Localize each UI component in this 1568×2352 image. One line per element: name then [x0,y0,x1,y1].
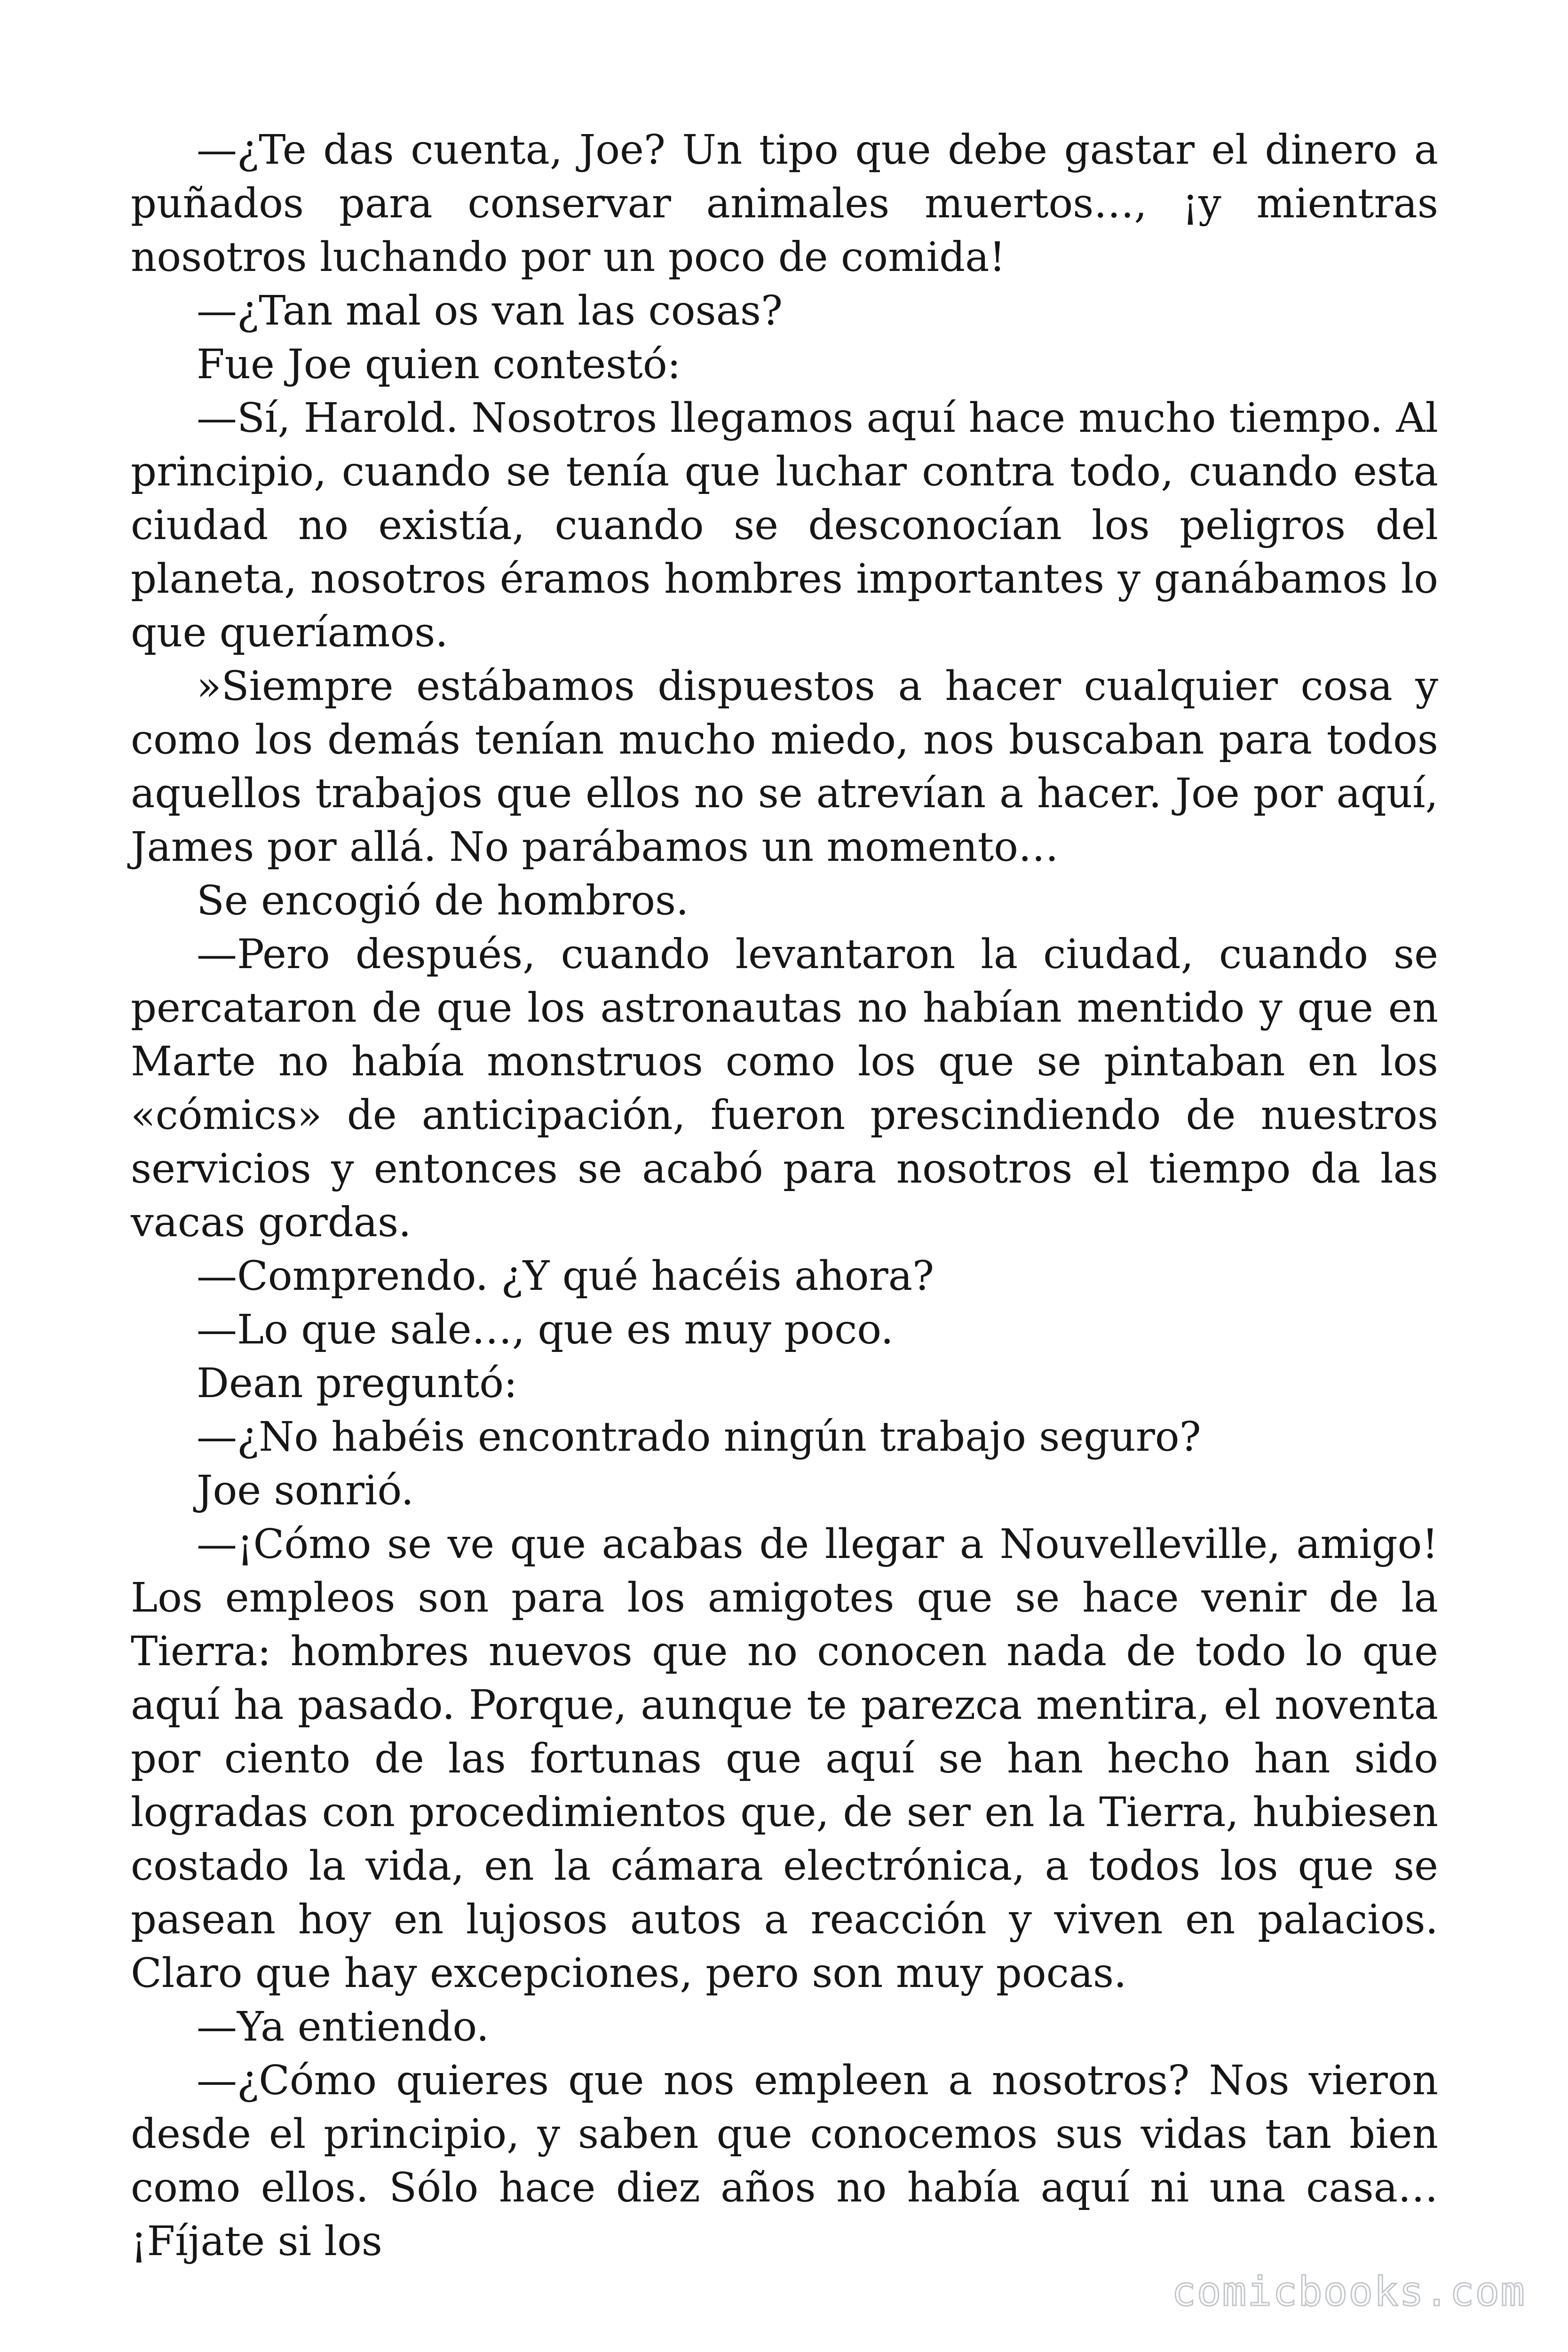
page-text-block [131,123,1438,2268]
paragraph: —Ya entiendo. [197,2003,489,2050]
paragraph: —Sí, Harold. Nosotros llegamos aquí hace mucho tiempo. Al principio, cuando se tenía que luchar contra todo, cuando esta ciudad no existía, cuando se desconocían los peligros del planeta, nosotros éramos hombres importantes y ganábamos lo que queríamos. [131,395,1438,656]
paragraph: —¿Tan mal os van las cosas? [197,287,783,334]
paragraph: »Siempre estábamos dispuestos a hacer cualquier cosa y como los demás tenían mucho miedo, nos buscaban para todos aquellos trabajos que ellos no se atrevían a hacer. Joe por aquí, James por allá. No parábamos un momento… [131,663,1438,871]
paragraph: —¿Te das cuenta, Joe? Un tipo que debe gastar el dinero a puñados para conservar animales muertos…, ¡y mientras nosotros luchando por un poco de comida! [131,127,1438,281]
paragraph: Joe sonrió. [197,1467,414,1514]
site-watermark: comicbooks.com [1172,2268,1526,2315]
paragraph: —¿No habéis encontrado ningún trabajo seguro? [197,1414,1201,1461]
paragraph: —Comprendo. ¿Y qué hacéis ahora? [197,1253,934,1300]
paragraph: Se encogió de hombros. [197,877,689,924]
paragraph: Fue Joe quien contestó: [197,341,681,388]
paragraph: —Pero después, cuando levantaron la ciudad, cuando se percataron de que los astronautas no habían mentido y que en Marte no había monstruos como los que se pintaban en los «cómics» de anticipación, fueron prescindiendo de nuestros servicios y entonces se acabó para nosotros el tiempo da las vacas gordas. [131,931,1438,1246]
paragraph: —¡Cómo se ve que acabas de llegar a Nouvelleville, amigo! Los empleos son para los amigotes que se hace venir de la Tierra: hombres nuevos que no conocen nada de todo lo que aquí ha pasado. Porque, aunque te parezca mentira, el noventa por ciento de las fortunas que aquí se han hecho han sido logradas con procedimientos que, de ser en la Tierra, hubiesen costado la vida, en la cámara electrónica, a todos los que se pasean hoy en lujosos autos a reacción y viven en palacios. Claro que hay excepciones, pero son muy pocas. [131,1521,1438,1997]
paragraph: —¿Cómo quieres que nos empleen a nosotros? Nos vieron desde el principio, y saben que conocemos sus vidas tan bien como ellos. Sólo hace diez años no había aquí ni una casa… ¡Fíjate si los [131,2057,1438,2265]
paragraph: —Lo que sale…, que es muy poco. [197,1306,894,1353]
paragraph: Dean preguntó: [197,1360,518,1407]
